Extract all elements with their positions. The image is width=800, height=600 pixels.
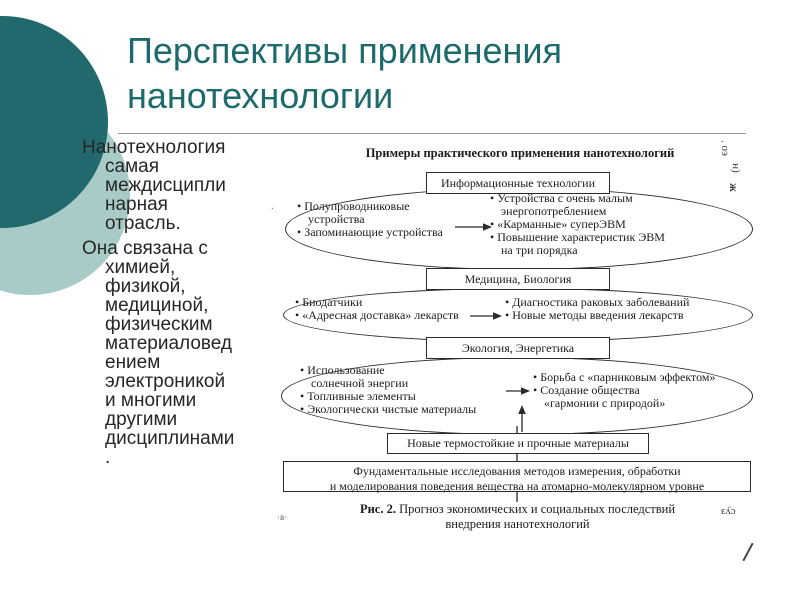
list-line: • «Адресная доставка» лекарств [295, 308, 459, 322]
body-line: физическим [105, 314, 213, 335]
box-fundamental-line: Фундаментальные исследования методов измерения, обработки [353, 464, 681, 478]
it-right-list [490, 192, 665, 257]
body-line: междисципли [105, 175, 226, 196]
figure-header: Примеры практического применения нанотехнологий [365, 146, 675, 160]
body-line: Она связана с [82, 238, 208, 259]
label-box-information-technologies: Информационные технологии [426, 172, 610, 194]
label-box-ecology-energy: Экология, Энергетика [426, 337, 610, 359]
medicine-right-list [505, 296, 689, 322]
ecology-right-list [533, 371, 715, 410]
figure-scan [265, 140, 770, 570]
body-line: физикой, [105, 276, 186, 297]
list-line: на три порядка [501, 243, 578, 257]
arrow-right-icon [506, 387, 530, 395]
list-line: энергопотреблением [501, 204, 607, 218]
list-line: • Полупроводниковые [297, 199, 410, 213]
slide-title-line: нанотехнологии [127, 75, 394, 116]
body-line: самая [105, 156, 159, 177]
body-line: нарная [105, 194, 168, 215]
body-line: и многими [105, 390, 197, 411]
caption-number: Рис. 2. [359, 502, 396, 516]
slide-title [127, 28, 747, 118]
list-line: • Топливные элементы [300, 389, 416, 403]
scan-artifact: . [271, 200, 274, 212]
body-line: Нанотехнология [82, 137, 226, 158]
it-left-list [297, 200, 443, 239]
label-box-medicine-biology: Медицина, Биология [426, 268, 610, 290]
list-line: «гармонии с природой» [544, 396, 666, 410]
caption-text: Прогноз экономических и социальных последствий [399, 502, 676, 516]
list-line: • Повышение характеристик ЭВМ [490, 230, 665, 244]
slide-title-line: Перспективы применения [127, 30, 562, 71]
box-fundamental-research [283, 461, 751, 492]
list-line: • Устройства с очень малым [490, 191, 633, 205]
caption-line [265, 502, 770, 517]
scan-artifact: н) [729, 163, 742, 173]
body-text-block [82, 138, 260, 473]
body-line: ением [105, 352, 161, 373]
body-line: медициной, [105, 295, 209, 316]
body-line: дисциплинами [105, 428, 235, 449]
caption-line: внедрения нанотехнологий [445, 517, 590, 531]
body-line: электроникой [105, 371, 226, 392]
medicine-left-list [295, 296, 459, 322]
box-new-materials: Новые термостойкие и прочные материалы [387, 433, 649, 454]
list-line: • Создание общества [533, 383, 640, 397]
list-line: • Экологически чистые материалы [300, 402, 477, 416]
list-line: • Использование [300, 363, 385, 377]
body-line: другими [105, 409, 178, 430]
list-line: • Диагностика раковых заболеваний [505, 295, 690, 309]
list-line: устройства [308, 212, 365, 226]
body-line: химией, [105, 257, 176, 278]
body-paragraph [82, 138, 260, 233]
body-line: отрасль. [105, 213, 181, 234]
body-line: материаловед [105, 333, 232, 354]
list-line: • Биодатчики [295, 295, 363, 309]
ecology-left-list [300, 364, 476, 416]
scan-artifact: ж [726, 183, 741, 192]
list-line: • Новые методы введения лекарств [505, 308, 684, 322]
title-divider [118, 133, 746, 134]
arrow-right-icon [470, 312, 502, 320]
body-line: . [105, 447, 111, 468]
list-line: солнечной энергии [311, 376, 409, 390]
arrow-up-icon [518, 405, 526, 432]
body-paragraph [82, 239, 260, 467]
scan-artifact: . оэ [718, 139, 732, 157]
list-line: • Запоминающие устройства [297, 225, 443, 239]
list-line: • Борьба с «парниковым эффектом» [533, 370, 716, 384]
scan-artifact: ·в· [277, 512, 288, 522]
list-line: • «Карманные» суперЭВМ [490, 217, 626, 231]
box-fundamental-line: и моделирования поведения вещества на атомарно-молекулярном уровне [329, 479, 705, 493]
scan-artifact: суз [721, 506, 736, 518]
figure-caption [265, 502, 770, 532]
arrow-right-icon [455, 223, 492, 231]
